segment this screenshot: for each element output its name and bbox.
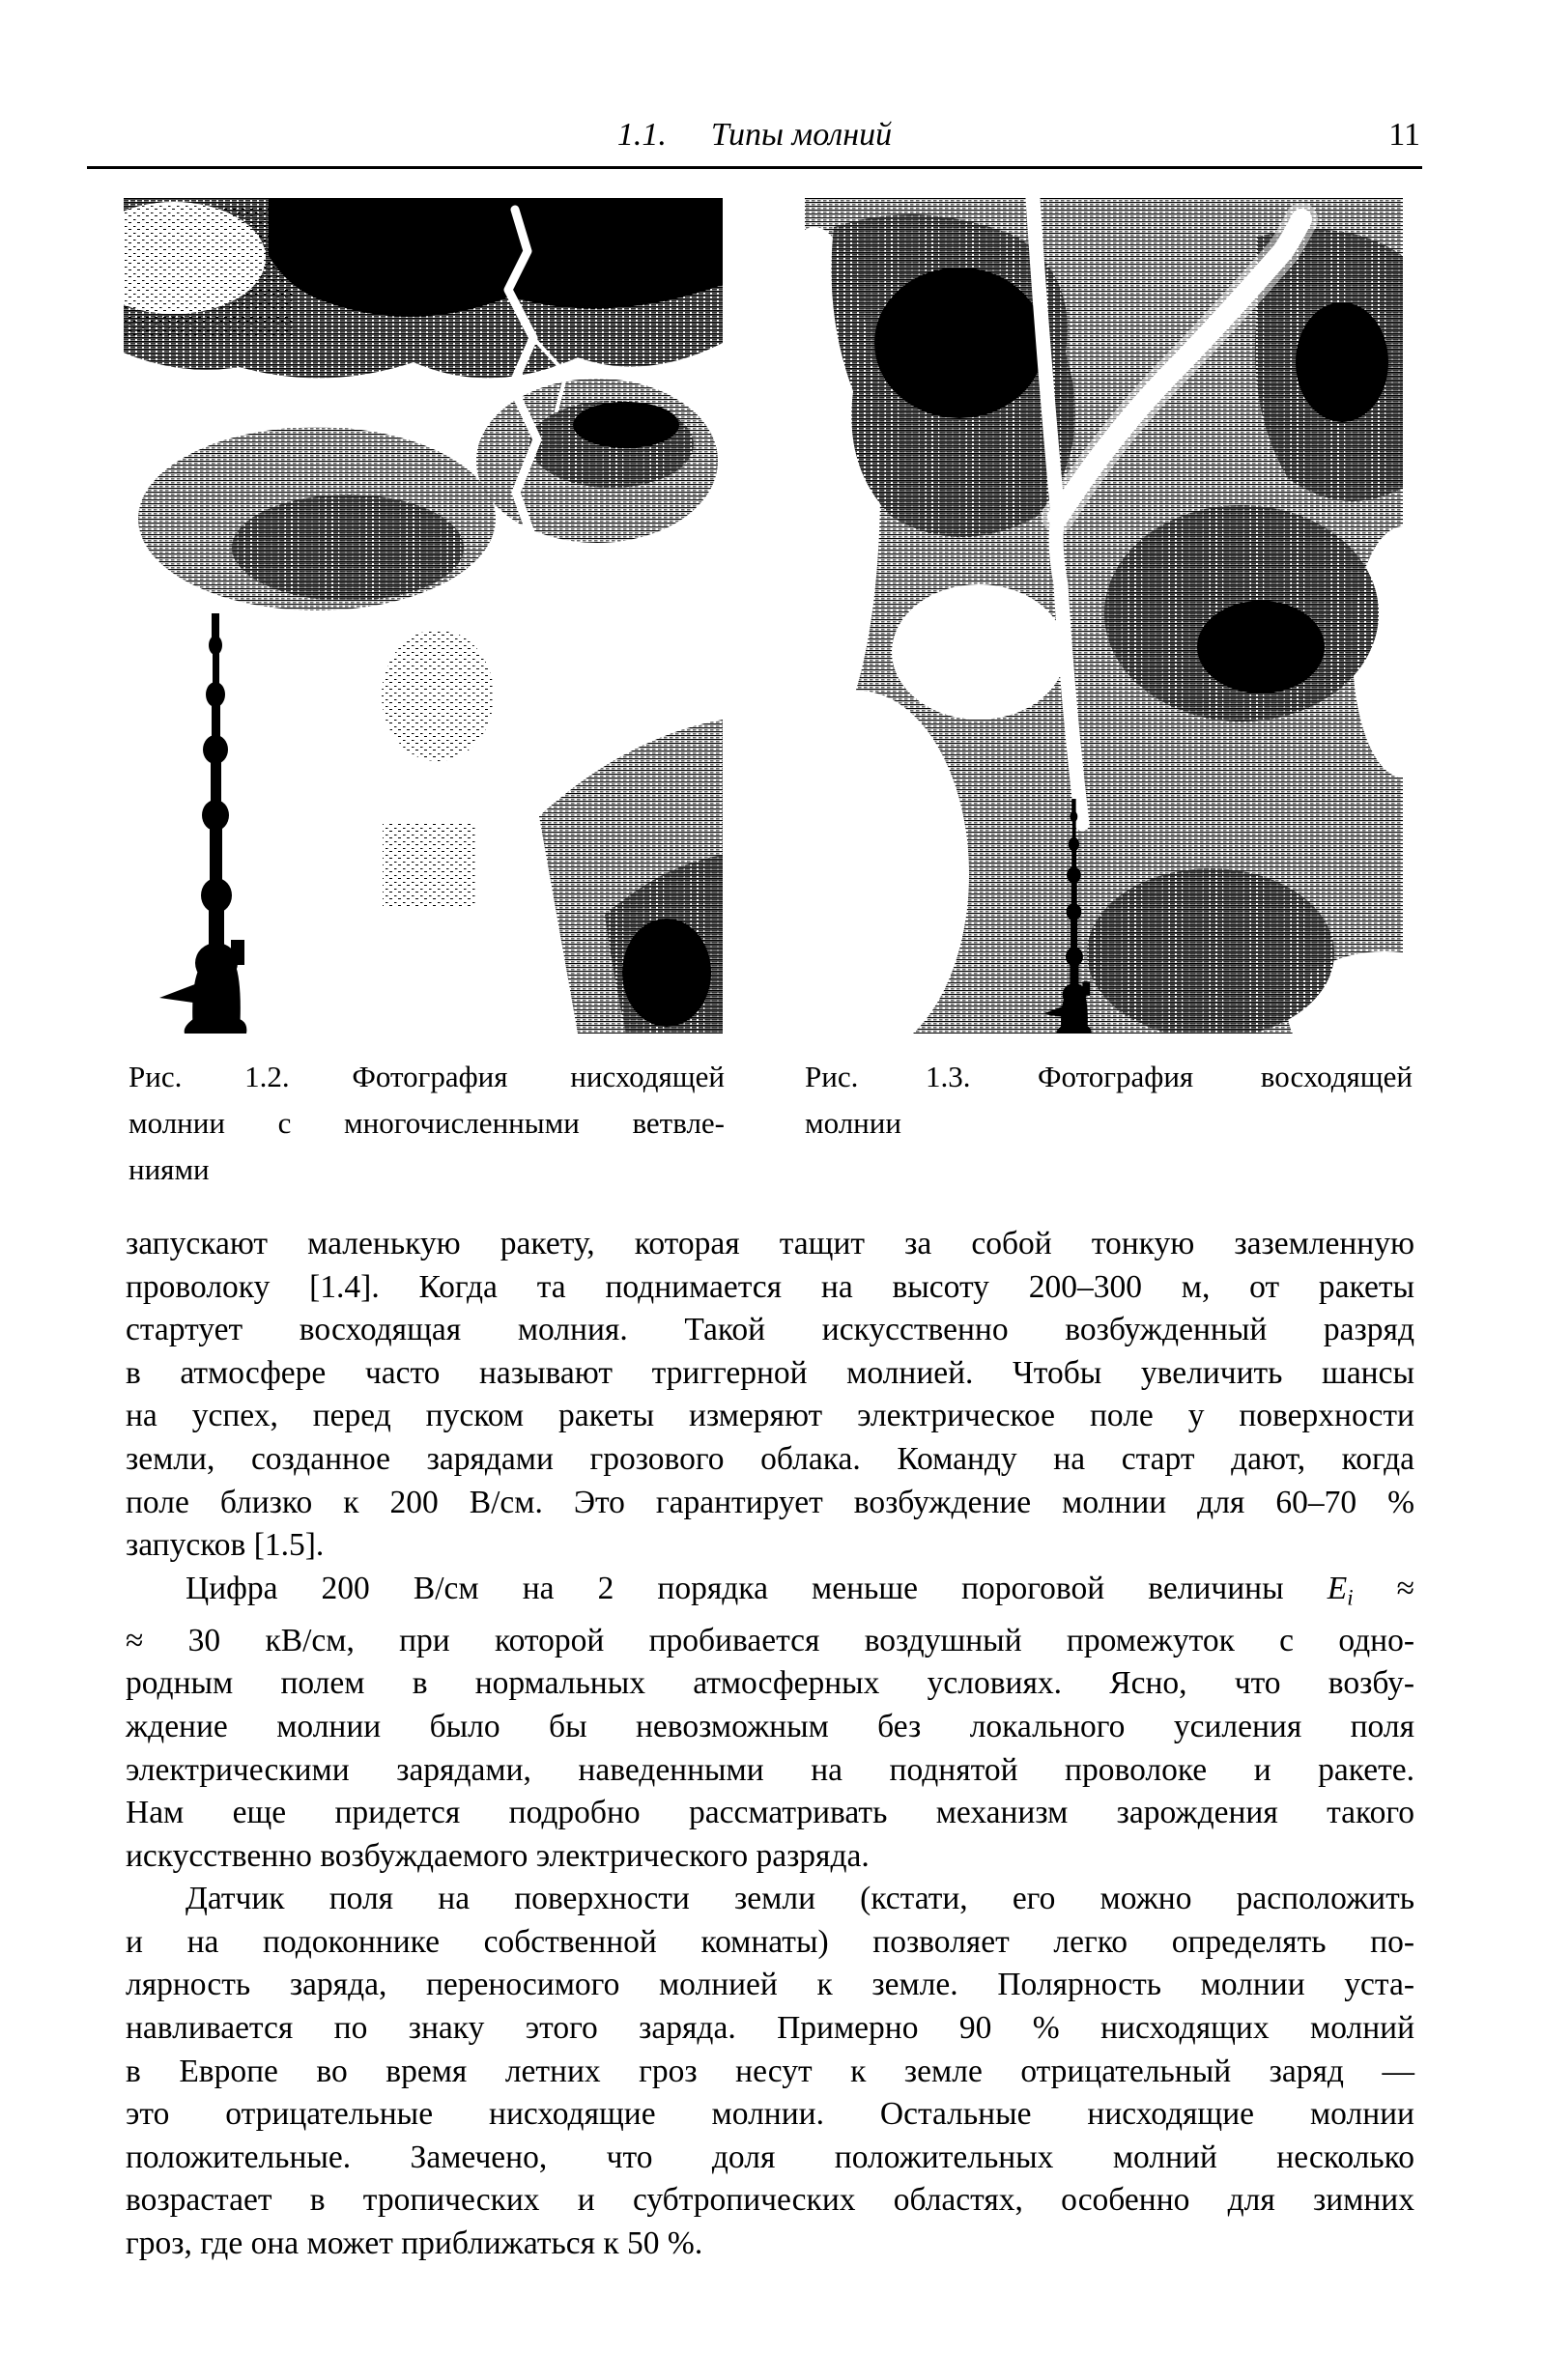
text-line: навливается по знаку этого заряда. Примерно 90 % нисходящих молний [126,2010,1414,2047]
text-line: искусственно возбуждаемого электрического разряда. [126,1837,870,1874]
text-line: Датчик поля на поверхности земли (кстати, его можно расположить [186,1881,1414,1917]
section-number: 1.1. [616,117,667,153]
figure-upward-lightning-photo [805,198,1403,1034]
header-rule [87,166,1422,169]
text-line: на успех, перед пуском ракеты измеряют электрическое поле у поверхности [126,1398,1414,1434]
math-subscript-i: i [1347,1585,1354,1610]
figure-1-2-caption [128,1054,725,1193]
downward-lightning-image [124,198,723,1034]
text-line: гроз, где она может приближаться к 50 %. [126,2225,703,2262]
text-line: запускают маленькую ракету, которая тащит за собой тонкую заземленную [126,1226,1414,1261]
text-line: и на подоконнике собственной комнаты) позволяет легко определять по- [126,1923,1414,1960]
text-line [126,1568,1414,1620]
caption-line: Рис. 1.3. Фотография восходящей [805,1060,1413,1093]
text-line: ≈ 30 кВ/см, при которой пробивается воздушный промежуток с одно- [126,1622,1414,1658]
caption-line: молнии [805,1106,901,1140]
text-line: Нам еще придется подробно рассматривать механизм зарождения такого [126,1795,1414,1831]
text-line: поле близко к 200 В/см. Это гарантирует возбуждение молнии для 60–70 % [126,1484,1414,1520]
body-text [126,1223,1414,2266]
text-line: в атмосфере часто называют триггерной молнией. Чтобы увеличить шансы [126,1354,1414,1391]
text-line: лярность заряда, переносимого молнией к земле. Полярность молнии уста- [126,1967,1414,2003]
caption-line: молнии с многочисленными ветвле- [128,1106,725,1140]
chapter-heading [87,117,1422,154]
upward-lightning-image [805,198,1403,1034]
text-line: земли, созданное зарядами грозового облака. Команду на старт дают, когда [126,1440,1414,1477]
text-line: это отрицательные нисходящие молнии. Остальные нисходящие молнии [126,2096,1414,2133]
figure-downward-lightning-photo [124,198,723,1034]
text-line: запусков [1.5]. [126,1527,325,1564]
text-line: электрическими зарядами, наведенными на поднятой проволоке и ракете. [126,1751,1414,1788]
text-line: в Европе во время летних гроз несут к земле отрицательный заряд — [126,2053,1414,2089]
math-approx: ≈ [1353,1570,1414,1606]
section-title: Типы молний [710,117,893,153]
figure-1-3-caption [805,1054,1413,1147]
caption-line: ниями [128,1152,210,1186]
caption-line: Рис. 1.2. Фотография нисходящей [128,1060,725,1093]
running-head [87,117,1422,163]
text-line: проволоку [1.4]. Когда та поднимается на высоту 200–300 м, от ракеты [126,1268,1414,1305]
text-line: возрастает в тропических и субтропических областях, особенно для зимних [126,2182,1414,2219]
page-number: 11 [1388,117,1420,153]
text-line: родным полем в нормальных атмосферных условиях. Ясно, что возбу- [126,1665,1414,1702]
text-line: положительные. Замечено, что доля положительных молний несколько [126,2139,1414,2175]
text-line: стартует восходящая молния. Такой искусственно возбужденный разряд [126,1312,1414,1348]
math-E: E [1327,1570,1348,1606]
text-run: Цифра 200 В/см на 2 порядка меньше пороговой величины [186,1570,1328,1606]
text-line: ждение молнии было бы невозможным без локального усиления поля [126,1708,1414,1744]
